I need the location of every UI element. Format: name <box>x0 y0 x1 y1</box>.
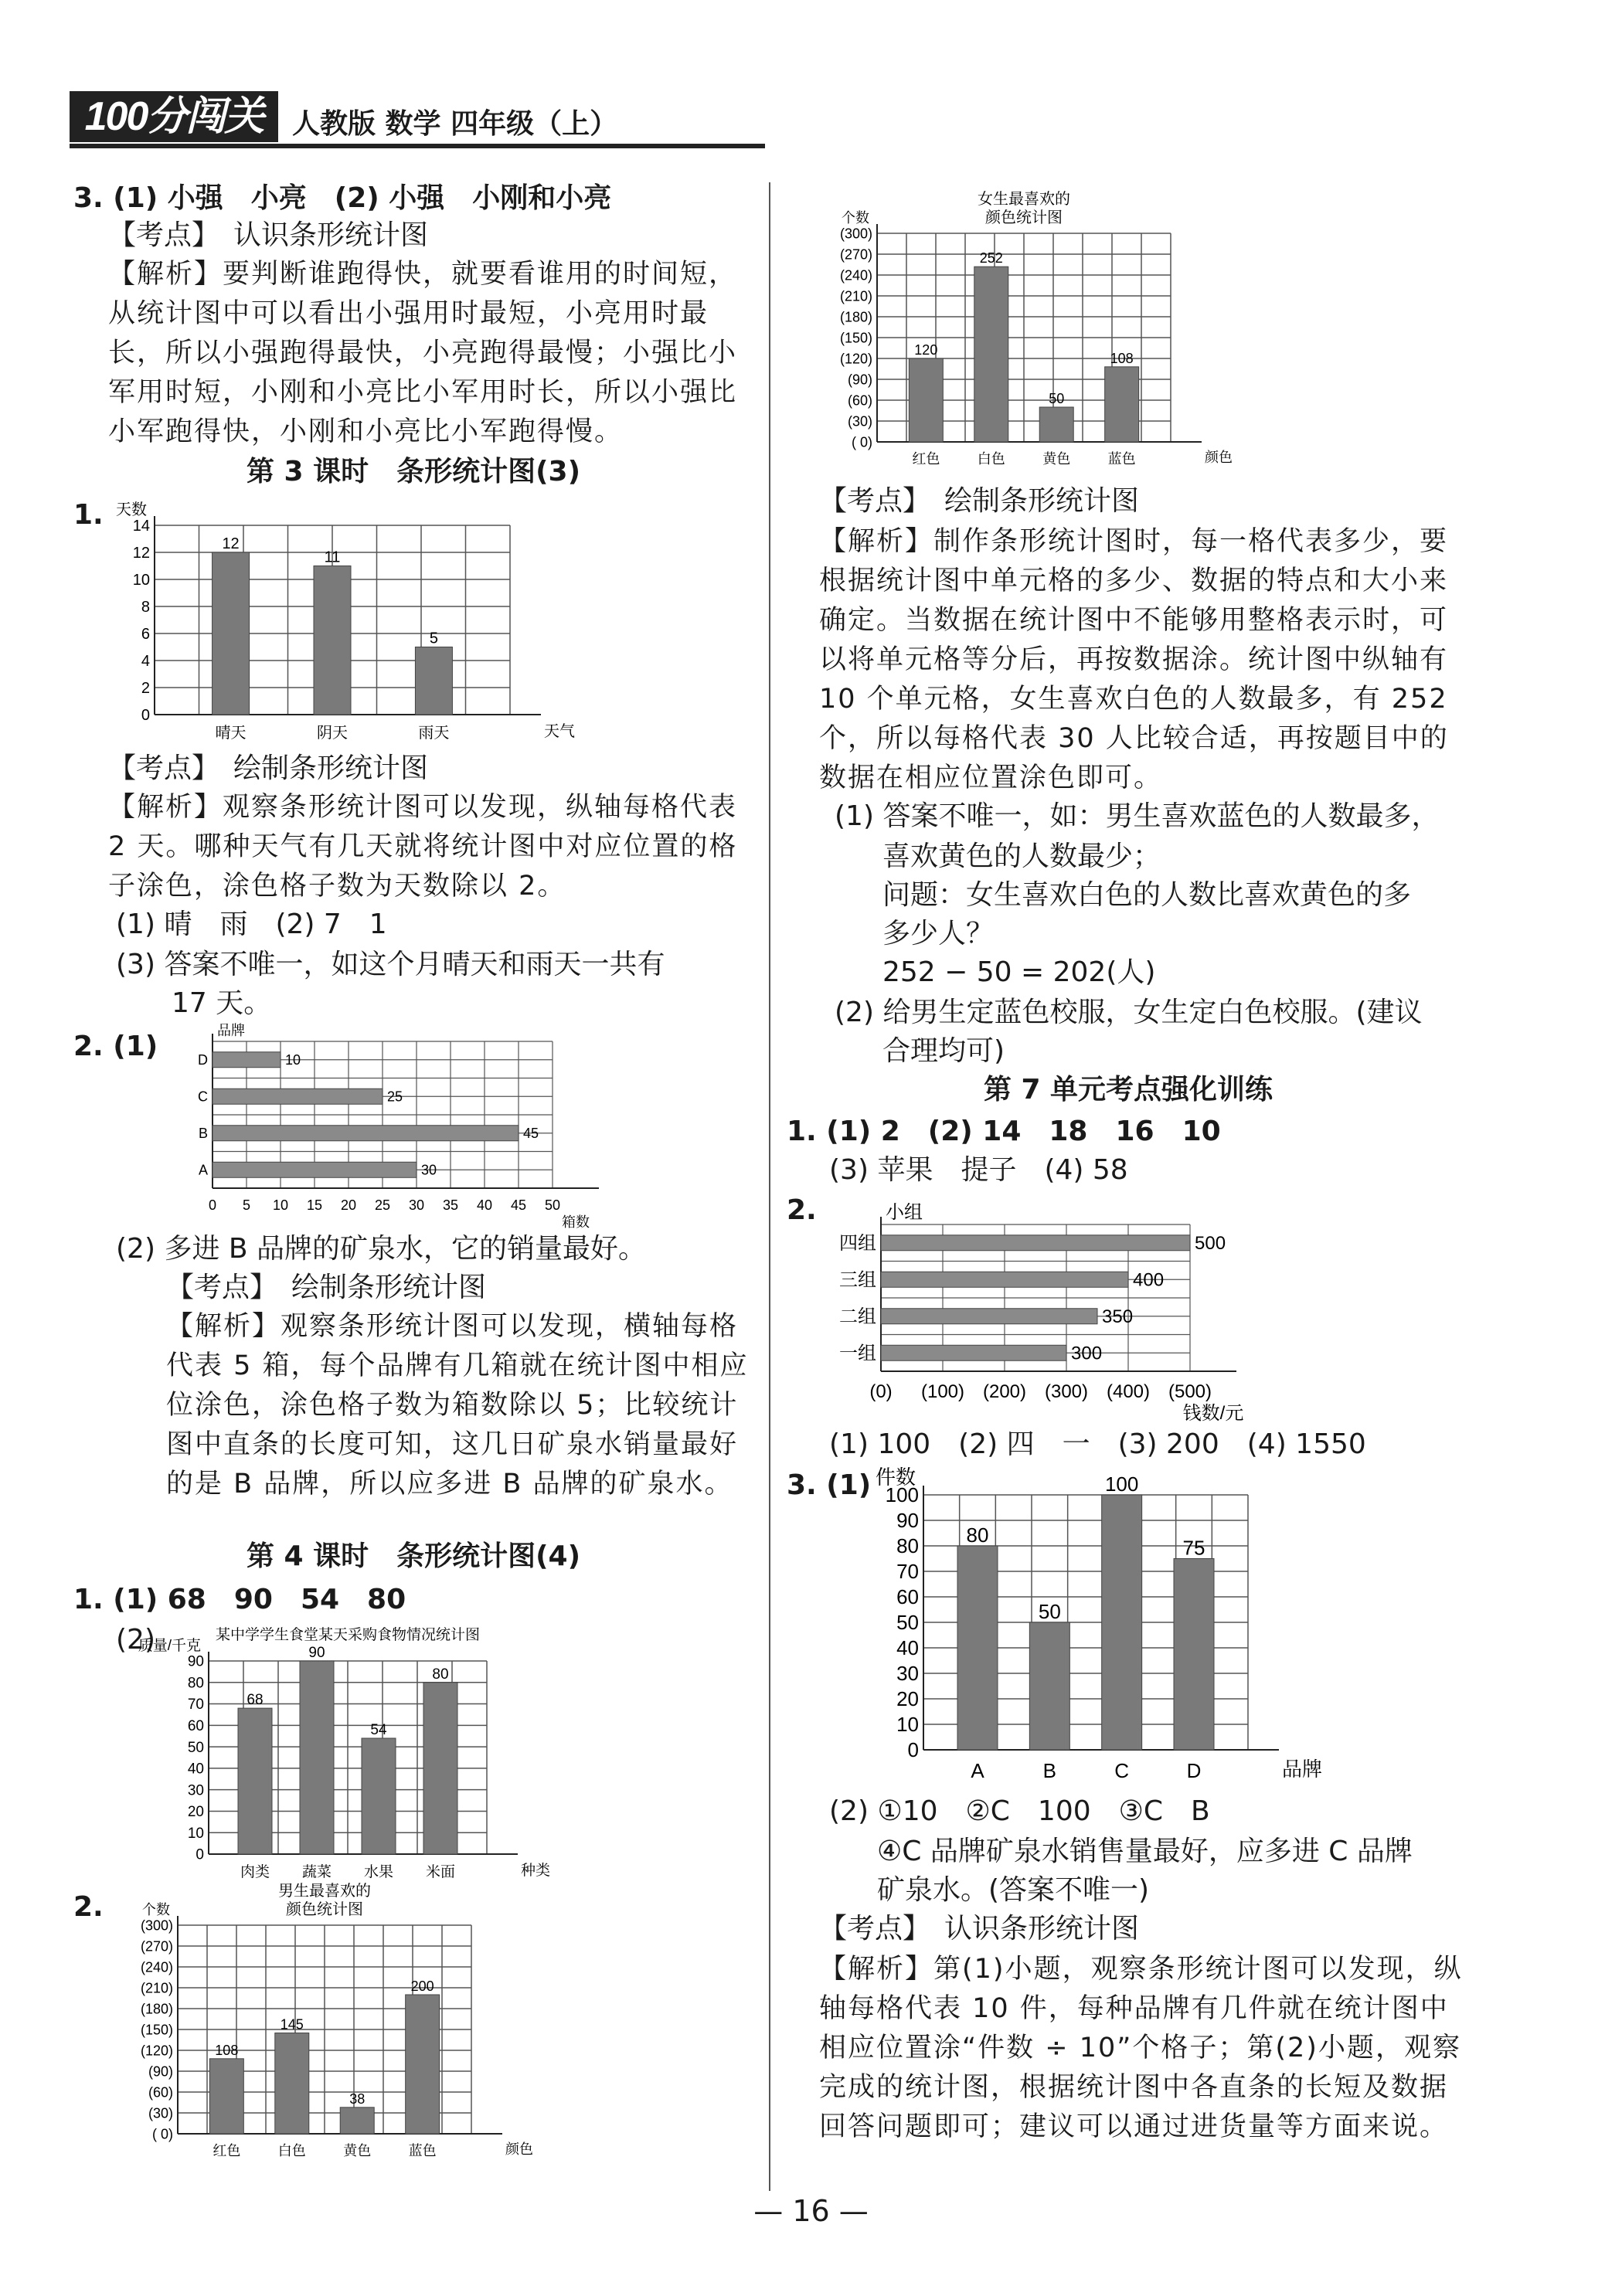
y-tick-label: ( 0) <box>152 2126 173 2142</box>
q2-answer-1b: 喜欢黄色的人数最少； <box>882 841 1161 872</box>
q3-jiexi: 【解析】要判断谁跑得快，就要看谁用的时间短，从统计图中可以看出小强用时最短，小亮用时最长，所以小强跑得最快，小亮跑得最慢；小强比小军用时短，小刚和小亮比小军用时长，所以小强比小军跑得快，小刚和小亮比小军跑得慢。 <box>108 259 738 447</box>
y-tick-label: (210) <box>839 288 872 304</box>
bar-value-label: 300 <box>1071 1343 1103 1364</box>
bar-value-label: 108 <box>215 2042 239 2058</box>
x-tick-label: (500) <box>1168 1381 1212 1402</box>
q2-jiexi: 【解析】制作条形统计图时，每一格代表多少，要根据统计图中单元格的多少、数据的特点和大小来确定。当数据在统计图中不能够用整格表示时，可以将单元格等分后，再按数据涂。统计图中纵轴有 10 个单元格，女生喜欢白色的人数最多，有 252 个，所以每格代表 30 人比较合适，再按题目中的数据在相应位置涂色即可。 <box>819 526 1449 793</box>
y-tick-label: ( 0) <box>852 434 872 450</box>
y-tick-label: (30) <box>847 413 872 430</box>
y-tick-label: (150) <box>140 2022 173 2038</box>
s4q1-answer: 1. (1) 68 90 54 80 <box>73 1584 406 1615</box>
y-tick-label: 70 <box>187 1697 204 1714</box>
book-logo: 100分闯关 <box>70 91 278 142</box>
bar-value-label: 400 <box>1133 1269 1165 1291</box>
x-tick-label: (200) <box>982 1381 1027 1402</box>
u3-answer-2b: ④C 品牌矿泉水销售量最好，应多进 C 品牌 <box>877 1836 1413 1867</box>
y-tick-label: 30 <box>896 1662 919 1686</box>
q2-answer-2a: (2) 给男生定蓝色校服，女生定白色校服。(建议 <box>835 997 1423 1028</box>
bar-value-label: 30 <box>421 1162 437 1178</box>
x-tick-label: (400) <box>1106 1381 1151 1402</box>
x-axis-label: 颜色 <box>1205 450 1233 465</box>
bar-水果 <box>362 1738 396 1854</box>
x-tick-label: 蓝色 <box>408 2143 437 2158</box>
x-tick-label: (100) <box>920 1381 965 1402</box>
bar-value-label: 200 <box>410 1978 434 1994</box>
y-axis-label: 个数 <box>842 210 869 226</box>
bar-value-label: 25 <box>387 1089 403 1105</box>
y-tick-label: (300) <box>839 226 872 242</box>
s3q2-kaodian: 【考点】 绘制条形统计图 <box>166 1272 487 1303</box>
y-tick-label: 一组 <box>839 1343 876 1364</box>
bar-三组 <box>881 1272 1128 1287</box>
bar-B <box>1029 1622 1069 1750</box>
s3q1-answer-3a: (3) 答案不唯一，如这个月晴天和雨天一共有 <box>116 949 665 980</box>
y-axis-label: 天数 <box>116 501 147 518</box>
y-tick-label: 20 <box>896 1687 919 1711</box>
x-axis-label: 天气 <box>544 723 575 740</box>
s3q2-answer-2: (2) 多进 B 品牌的矿泉水，它的销量最好。 <box>116 1233 647 1265</box>
bar-value-label: 108 <box>1110 350 1134 366</box>
y-tick-label: 70 <box>896 1560 919 1584</box>
y-tick-label: (30) <box>148 2105 173 2121</box>
y-tick-label: (60) <box>148 2084 173 2101</box>
y-tick-label: 40 <box>187 1761 204 1778</box>
y-tick-label: (120) <box>140 2043 173 2059</box>
y-tick-label: 60 <box>896 1585 919 1609</box>
x-tick-label: 雨天 <box>418 725 450 742</box>
y-tick-label: 100 <box>885 1483 919 1507</box>
x-tick-label: 黄色 <box>1042 451 1071 467</box>
y-tick-label: C <box>198 1089 208 1105</box>
y-tick-label: 50 <box>187 1739 204 1756</box>
x-axis-label: 钱数/元 <box>1182 1403 1244 1424</box>
s3q1-answer-3b: 17 天。 <box>172 987 272 1019</box>
bar-米面 <box>423 1683 457 1854</box>
bar-D <box>213 1052 281 1068</box>
y-tick-label: (240) <box>140 1959 173 1975</box>
s3q1-kaodian: 【考点】 绘制条形统计图 <box>108 752 429 784</box>
u2-label: 2. <box>787 1194 817 1226</box>
x-tick-label: 10 <box>272 1197 289 1213</box>
s3q1-answer-1: (1) 晴 雨 (2) 7 1 <box>116 909 387 940</box>
x-tick-label: 白色 <box>977 451 1005 467</box>
x-tick-label: C <box>1114 1759 1130 1782</box>
bar-value-label: 80 <box>966 1523 989 1547</box>
bar-value-label: 45 <box>523 1126 539 1142</box>
book-title: 人教版 数学 四年级（上） <box>292 108 618 140</box>
x-axis-label: 箱数 <box>562 1214 590 1230</box>
bar-A <box>213 1162 417 1177</box>
bar-蓝色 <box>406 1995 440 2134</box>
bar-value-label: 11 <box>324 549 341 566</box>
bar-value-label: 5 <box>429 630 438 647</box>
weather-bar-chart <box>100 494 595 757</box>
bar-C <box>213 1089 383 1104</box>
bar-肉类 <box>238 1708 272 1854</box>
x-tick-label: 15 <box>306 1197 323 1213</box>
x-tick-label: B <box>1042 1759 1057 1782</box>
y-tick-label: 90 <box>896 1509 919 1533</box>
bar-二组 <box>881 1309 1097 1324</box>
x-tick-label: A <box>971 1759 984 1782</box>
bar-value-label: 50 <box>1038 1600 1061 1623</box>
y-tick-label: 0 <box>907 1738 919 1762</box>
u1-answer-b: (3) 苹果 提子 (4) 58 <box>829 1154 1128 1186</box>
s4q1-label-2: (2) <box>116 1624 155 1656</box>
x-axis-label: 颜色 <box>505 2141 533 2157</box>
x-tick-label: 50 <box>544 1197 561 1213</box>
x-tick-label: 白色 <box>277 2143 306 2158</box>
bar-黄色 <box>340 2107 374 2134</box>
bar-B <box>213 1126 519 1141</box>
bar-四组 <box>881 1235 1190 1251</box>
y-tick-label: (300) <box>140 1917 173 1934</box>
q2-kaodian: 【考点】 绘制条形统计图 <box>819 485 1140 517</box>
section-4-title: 第 4 课时 条形统计图(4) <box>246 1540 581 1572</box>
bar-value-label: 38 <box>349 2091 366 2107</box>
u1-answer-a: 1. (1) 2 (2) 14 18 16 10 <box>787 1116 1221 1147</box>
s3q1-jiexi: 【解析】观察条形统计图可以发现，纵轴每格代表 2 天。哪种天气有几天就将统计图中对应位置的格子涂色，涂色格子数为天数除以 2。 <box>108 792 738 902</box>
x-tick-label: 0 <box>208 1197 217 1213</box>
bar-value-label: 350 <box>1102 1306 1134 1328</box>
x-tick-label: 晴天 <box>215 725 247 742</box>
y-tick-label: (270) <box>839 246 872 263</box>
q2-answer-2b: 合理均可) <box>882 1035 1005 1067</box>
bar-value-label: 75 <box>1182 1536 1205 1560</box>
s3q2-jiexi: 【解析】观察条形统计图可以发现，横轴每格代表 5 箱，每个品牌有几箱就在统计图中相应位涂色，涂色格子数为箱数除以 5；比较统计图中直条的长度可知，这几日矿泉水销量最好的是 B 品牌，所以应多进 B 品牌的矿泉水。 <box>166 1311 749 1500</box>
y-tick-label: 0 <box>141 707 150 724</box>
bar-红色 <box>909 358 943 442</box>
x-tick-label: 红色 <box>213 2143 241 2158</box>
y-tick-label: A <box>198 1162 208 1178</box>
y-tick-label: 80 <box>187 1675 204 1692</box>
bar-晴天 <box>213 552 250 715</box>
x-tick-label: 40 <box>476 1197 493 1213</box>
bar-value-label: 90 <box>308 1645 325 1661</box>
y-tick-label: (180) <box>839 309 872 325</box>
y-tick-label: 0 <box>196 1846 204 1863</box>
y-tick-label: (90) <box>148 2063 173 2080</box>
s3q2-label: 2. (1) <box>73 1031 158 1062</box>
y-tick-label: 30 <box>187 1782 204 1799</box>
chart-title-line2: 颜色统计图 <box>286 1901 363 1918</box>
x-tick-label: (300) <box>1044 1381 1089 1402</box>
bar-value-label: 54 <box>370 1722 387 1738</box>
y-tick-label: 10 <box>132 572 150 589</box>
y-tick-label: 12 <box>132 545 150 562</box>
y-axis-label: 件数 <box>875 1466 916 1489</box>
chart-title-line2: 颜色统计图 <box>985 209 1063 226</box>
y-tick-label: 90 <box>187 1653 204 1670</box>
bar-D <box>1174 1559 1214 1751</box>
bar-白色 <box>275 2033 309 2135</box>
u3-kaodian: 【考点】 认识条形统计图 <box>819 1913 1140 1944</box>
x-tick-label: (0) <box>869 1381 893 1402</box>
y-tick-label: 2 <box>141 680 150 697</box>
canteen-bar-chart <box>138 1622 587 1885</box>
bar-value-label: 50 <box>1049 391 1065 406</box>
y-tick-label: (210) <box>140 1980 173 1996</box>
y-tick-label: (90) <box>847 372 872 388</box>
brands-sales-bar-chart <box>862 1464 1325 1804</box>
bar-C <box>1102 1495 1142 1750</box>
y-axis-label: 小组 <box>886 1202 923 1223</box>
bar-红色 <box>209 2059 243 2134</box>
chart-title-line1: 女生最喜欢的 <box>978 191 1070 208</box>
q2-answer-1a: (1) 答案不唯一，如：男生喜欢蓝色的人数最多， <box>835 800 1440 832</box>
y-tick-label: (150) <box>839 330 872 346</box>
x-tick-label: 阴天 <box>317 725 348 742</box>
groups-money-bar-chart <box>819 1186 1314 1424</box>
y-tick-label: 10 <box>187 1825 204 1842</box>
s3q1-label: 1. <box>73 499 104 531</box>
s4q2-label: 2. <box>73 1891 104 1923</box>
q3-answer: 3. (1) 小强 小亮 (2) 小强 小刚和小亮 <box>73 182 612 214</box>
bar-value-label: 12 <box>222 535 240 552</box>
header-rule <box>70 144 765 148</box>
x-tick-label: 黄色 <box>343 2143 372 2158</box>
u3-jiexi: 【解析】第(1)小题，观察条形统计图可以发现，纵轴每格代表 10 件，每种品牌有几件就在统计图中相应位置涂“件数 ÷ 10”个格子；第(2)小题，观察完成的统计图，根据统计图中各直条的长短及数据回答问题即可；建议可以通过进货量等方面来说。 <box>819 1954 1463 2142</box>
y-tick-label: (180) <box>140 2001 173 2017</box>
bar-黄色 <box>1039 407 1073 442</box>
y-tick-label: (60) <box>847 392 872 409</box>
u3-answer-2c: 矿泉水。(答案不唯一) <box>877 1874 1150 1906</box>
u3-answer-2a: (2) ①10 ②C 100 ③C B <box>829 1795 1210 1827</box>
x-axis-label: 种类 <box>521 1863 551 1879</box>
y-tick-label: 三组 <box>839 1269 876 1291</box>
x-axis-label: 品牌 <box>1282 1758 1323 1781</box>
section-7-title: 第 7 单元考点强化训练 <box>983 1074 1273 1106</box>
boys-color-bar-chart <box>116 1879 533 2176</box>
x-tick-label: 红色 <box>912 451 940 467</box>
bar-value-label: 10 <box>285 1052 301 1068</box>
bar-蓝色 <box>1105 367 1139 442</box>
y-tick-label: 80 <box>896 1534 919 1558</box>
bar-value-label: 80 <box>432 1666 449 1683</box>
x-tick-label: D <box>1186 1759 1202 1782</box>
water-brand-bar-chart <box>166 1023 599 1230</box>
q2-answer-1c: 问题：女生喜欢白色的人数比喜欢黄色的多 <box>882 879 1412 911</box>
y-tick-label: D <box>198 1052 208 1068</box>
y-axis-label: 个数 <box>142 1902 170 1917</box>
y-tick-label: 四组 <box>839 1233 876 1255</box>
y-tick-label: (120) <box>839 351 872 367</box>
bar-value-label: 500 <box>1195 1233 1226 1255</box>
y-tick-label: 二组 <box>839 1306 876 1328</box>
y-tick-label: 60 <box>187 1717 204 1734</box>
bar-value-label: 68 <box>247 1692 264 1709</box>
bar-value-label: 100 <box>1104 1472 1139 1496</box>
q3-kaodian: 【考点】 认识条形统计图 <box>108 219 429 251</box>
y-tick-label: (270) <box>140 1938 173 1955</box>
bar-value-label: 252 <box>979 250 1003 267</box>
y-tick-label: 8 <box>141 599 150 616</box>
y-tick-label: 20 <box>187 1804 204 1821</box>
bar-雨天 <box>415 647 452 715</box>
x-tick-label: 35 <box>442 1197 459 1213</box>
x-tick-label: 水果 <box>363 1864 394 1880</box>
bar-A <box>957 1546 998 1750</box>
chart-title: 某中学学生食堂某天采购食物情况统计图 <box>215 1627 481 1643</box>
x-tick-label: 5 <box>242 1197 251 1213</box>
x-tick-label: 蔬菜 <box>301 1864 332 1880</box>
y-tick-label: 14 <box>132 518 150 535</box>
chart-title-line1: 男生最喜欢的 <box>278 1883 371 1900</box>
column-divider <box>769 182 770 2191</box>
bar-白色 <box>974 267 1008 442</box>
y-tick-label: 4 <box>141 653 150 670</box>
x-tick-label: 25 <box>374 1197 391 1213</box>
bar-value-label: 120 <box>914 342 938 358</box>
y-tick-label: B <box>198 1126 208 1142</box>
y-tick-label: (240) <box>839 267 872 284</box>
u3-label: 3. (1) <box>787 1469 872 1501</box>
y-tick-label: 40 <box>896 1636 919 1660</box>
girls-color-bar-chart <box>815 187 1233 484</box>
section-3-title: 第 3 课时 条形统计图(3) <box>246 456 581 487</box>
q2-answer-1d: 多少人？ <box>882 918 995 949</box>
bar-一组 <box>881 1345 1066 1360</box>
bar-阴天 <box>314 566 351 715</box>
bar-蔬菜 <box>300 1661 334 1854</box>
y-tick-label: 10 <box>896 1713 919 1737</box>
page-number: — 16 — <box>753 2194 869 2228</box>
x-tick-label: 30 <box>408 1197 425 1213</box>
x-tick-label: 米面 <box>425 1864 456 1880</box>
u2-answer: (1) 100 (2) 四 一 (3) 200 (4) 1550 <box>829 1428 1366 1460</box>
y-tick-label: 6 <box>141 626 150 643</box>
q2-answer-1e: 252 − 50 = 202(人) <box>882 956 1156 988</box>
x-tick-label: 45 <box>510 1197 527 1213</box>
y-axis-label: 品牌 <box>217 1023 245 1038</box>
x-tick-label: 肉类 <box>240 1864 270 1880</box>
x-tick-label: 20 <box>340 1197 357 1213</box>
y-axis-label: 质量/千克 <box>138 1638 201 1654</box>
bar-value-label: 145 <box>280 2016 304 2033</box>
y-tick-label: 50 <box>896 1611 919 1635</box>
x-tick-label: 蓝色 <box>1107 451 1136 467</box>
